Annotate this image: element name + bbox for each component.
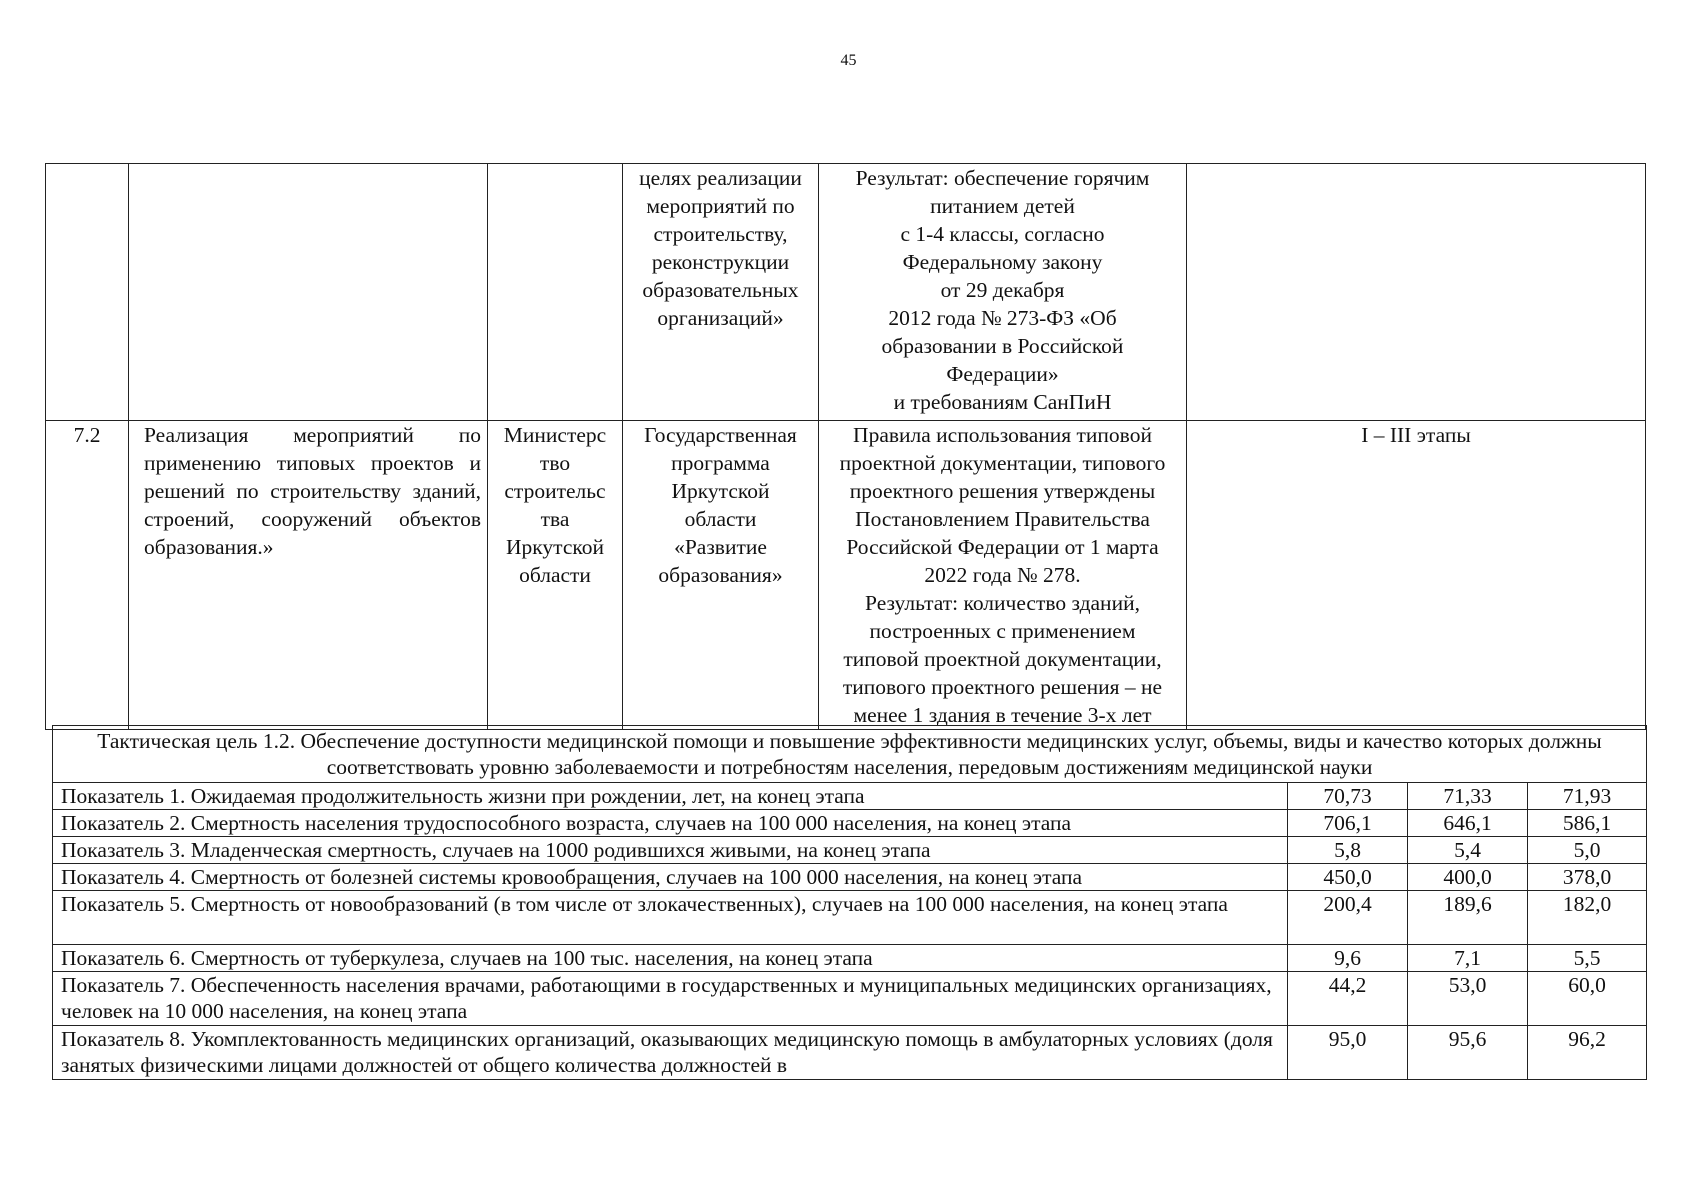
- indicator-value-stage-3: 96,2: [1528, 1026, 1647, 1080]
- cell-program-continued: целях реализации мероприятий по строительству, реконструкции образовательных организаций»: [623, 164, 819, 421]
- cell-stages: I – III этапы: [1187, 421, 1646, 730]
- indicators-table: [52, 725, 1647, 1080]
- indicator-text: Показатель 1. Ожидаемая продолжительность жизни при рождении, лет, на конец этапа: [53, 783, 1288, 810]
- cell-program: Государственная программа Иркутской области «Развитие образования»: [623, 421, 819, 730]
- indicator-value-stage-2: 5,4: [1408, 837, 1528, 864]
- tactical-goal: Тактическая цель 1.2. Обеспечение доступности медицинской помощи и повышение эффективности медицинских услуг, объемы, виды и качество которых должны соответствовать уровню заболеваемости и потребностям населения, передовым достижениям медицинской науки: [53, 726, 1647, 783]
- indicator-text: Показатель 5. Смертность от новообразований (в том числе от злокачественных), случаев на 100 000 населения, на конец этапа: [53, 891, 1288, 945]
- indicator-row: [53, 972, 1647, 1026]
- indicator-value-stage-1: 44,2: [1288, 972, 1408, 1026]
- indicator-row: [53, 837, 1647, 864]
- indicator-value-stage-2: 646,1: [1408, 810, 1528, 837]
- indicator-text: Показатель 2. Смертность населения трудоспособного возраста, случаев на 100 000 населения, на конец этапа: [53, 810, 1288, 837]
- indicator-value-stage-2: 95,6: [1408, 1026, 1528, 1080]
- table-row-continued: [46, 164, 1646, 421]
- indicator-value-stage-2: 7,1: [1408, 945, 1528, 972]
- page-number: 45: [840, 52, 857, 69]
- indicator-row: [53, 945, 1647, 972]
- indicator-row: [53, 810, 1647, 837]
- indicator-row: [53, 783, 1647, 810]
- indicator-value-stage-3: 378,0: [1528, 864, 1647, 891]
- indicator-value-stage-1: 706,1: [1288, 810, 1408, 837]
- cell-result: Правила использования типовой проектной документации, типового проектного решения утверждены Постановлением Правительства Российской Федерации от 1 марта 2022 года № 278. Результат: количество зданий, построенных с применением типовой проектной документации, типового проектного решения – не менее 1 здания в течение 3-х лет: [819, 421, 1187, 730]
- indicator-value-stage-2: 53,0: [1408, 972, 1528, 1026]
- cell-stages-empty: [1187, 164, 1646, 421]
- indicator-text: Показатель 6. Смертность от туберкулеза, случаев на 100 тыс. населения, на конец этапа: [53, 945, 1288, 972]
- cell-responsible-empty: [488, 164, 623, 421]
- indicator-value-stage-1: 70,73: [1288, 783, 1408, 810]
- indicator-value-stage-1: 450,0: [1288, 864, 1408, 891]
- indicator-row: [53, 1026, 1647, 1080]
- cell-result-continued: Результат: обеспечение горячим питанием детей с 1-4 классы, согласно Федеральному закону от 29 декабря 2012 года № 273-ФЗ «Об образовании в Российской Федерации» и требованиям СанПиН: [819, 164, 1187, 421]
- cell-name-empty: [129, 164, 488, 421]
- indicator-value-stage-3: 5,5: [1528, 945, 1647, 972]
- cell-num-empty: [46, 164, 129, 421]
- indicator-value-stage-2: 189,6: [1408, 891, 1528, 945]
- cell-responsible: Министерс тво строительс тва Иркутской области: [488, 421, 623, 730]
- indicator-value-stage-3: 71,93: [1528, 783, 1647, 810]
- tactical-goal-row: [53, 726, 1647, 783]
- indicator-text: Показатель 7. Обеспеченность населения врачами, работающими в государственных и муниципальных медицинских организациях, человек на 10 000 населения, на конец этапа: [53, 972, 1288, 1026]
- cell-row-number: 7.2: [46, 421, 129, 730]
- indicator-value-stage-3: 586,1: [1528, 810, 1647, 837]
- indicator-value-stage-3: 5,0: [1528, 837, 1647, 864]
- indicator-value-stage-1: 200,4: [1288, 891, 1408, 945]
- indicator-row: [53, 864, 1647, 891]
- indicator-text: Показатель 3. Младенческая смертность, случаев на 1000 родившихся живыми, на конец этапа: [53, 837, 1288, 864]
- indicator-value-stage-1: 95,0: [1288, 1026, 1408, 1080]
- table-row-7-2: [46, 421, 1646, 730]
- indicator-value-stage-3: 60,0: [1528, 972, 1647, 1026]
- measures-table: [45, 163, 1646, 730]
- indicator-value-stage-2: 71,33: [1408, 783, 1528, 810]
- indicator-value-stage-1: 9,6: [1288, 945, 1408, 972]
- indicator-text: Показатель 4. Смертность от болезней системы кровообращения, случаев на 100 000 населения, на конец этапа: [53, 864, 1288, 891]
- indicator-value-stage-3: 182,0: [1528, 891, 1647, 945]
- indicator-row: [53, 891, 1647, 945]
- indicator-text: Показатель 8. Укомплектованность медицинских организаций, оказывающих медицинскую помощь в амбулаторных условиях (доля занятых физическими лицами должностей от общего количества должностей в: [53, 1026, 1288, 1080]
- cell-measure-name: Реализация мероприятий по применению типовых проектов и решений по строительству зданий, строений, сооружений объектов образования.»: [129, 421, 488, 730]
- indicator-value-stage-1: 5,8: [1288, 837, 1408, 864]
- indicator-value-stage-2: 400,0: [1408, 864, 1528, 891]
